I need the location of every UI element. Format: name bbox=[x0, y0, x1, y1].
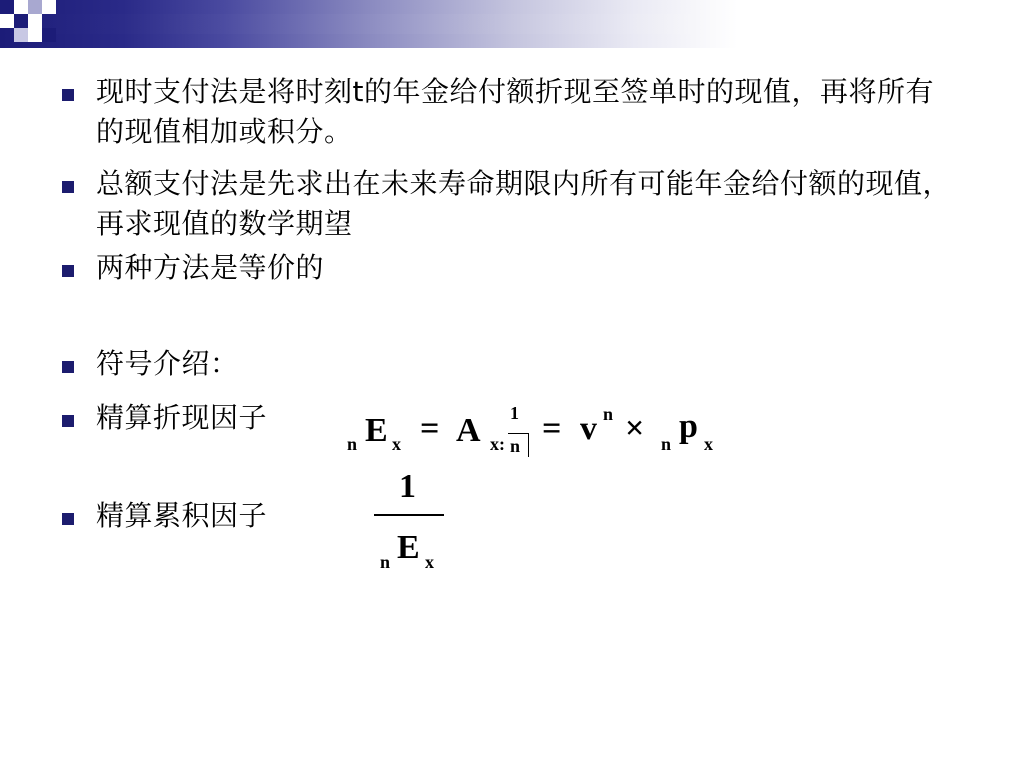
fraction-numerator: 1 bbox=[399, 468, 416, 505]
bullet-square-icon bbox=[62, 513, 74, 525]
bullet-text: 现时支付法是将时刻t的年金给付额折现至签单时的现值，再将所有的现值相加或积分。 bbox=[96, 75, 934, 148]
bullet-square-icon bbox=[62, 265, 74, 277]
bullet-square-icon bbox=[62, 181, 74, 193]
header-band-highlight bbox=[0, 14, 1024, 34]
corner-square bbox=[42, 28, 56, 42]
formula-equals-2: = bbox=[542, 410, 562, 447]
formula-subscript-x: x bbox=[392, 434, 401, 454]
bullet-text: 符号介绍： bbox=[96, 347, 239, 380]
angle-top-bar bbox=[508, 433, 529, 434]
formula-exponent-n: n bbox=[603, 404, 614, 424]
fraction-bar bbox=[374, 514, 444, 516]
bullet-text: 精算累积因子 bbox=[96, 499, 268, 532]
corner-square bbox=[28, 14, 42, 28]
formula-angle-n: n bbox=[510, 436, 521, 456]
corner-square bbox=[14, 0, 28, 14]
corner-square bbox=[28, 0, 42, 14]
formula-symbol-A: A bbox=[456, 412, 481, 449]
formula-subscript-x-2: x bbox=[704, 434, 713, 454]
fraction-subscript-x: x bbox=[425, 552, 434, 572]
bullet-text: 两种方法是等价的 bbox=[96, 251, 325, 284]
corner-square bbox=[14, 28, 28, 42]
fraction-subscript-n: n bbox=[380, 552, 391, 572]
formula-subscript-x-colon: x: bbox=[490, 434, 505, 454]
formula-equals: = bbox=[420, 410, 440, 447]
bullet-text: 精算折现因子 bbox=[96, 401, 268, 434]
corner-square bbox=[0, 0, 14, 14]
formula-times: × bbox=[625, 410, 645, 447]
formula-symbol-v: v bbox=[580, 410, 597, 447]
fraction-symbol-E: E bbox=[397, 529, 420, 566]
corner-square bbox=[0, 14, 14, 28]
corner-square bbox=[28, 28, 42, 42]
corner-decoration bbox=[0, 0, 80, 50]
angle-right-bar bbox=[528, 433, 529, 457]
formula-superscript-1: 1 bbox=[510, 403, 519, 423]
formula-symbol-E: E bbox=[365, 412, 388, 449]
formula-symbol-p: p bbox=[679, 408, 698, 445]
bullet-square-icon bbox=[62, 89, 74, 101]
corner-square bbox=[42, 0, 56, 14]
bullet-text: 总额支付法是先求出在未来寿命期限内所有可能年金给付额的现值，再求现值的数学期望 bbox=[96, 167, 952, 240]
formula-subscript-n-2: n bbox=[661, 434, 672, 454]
corner-square bbox=[14, 14, 28, 28]
bullet-square-icon bbox=[62, 361, 74, 373]
formula-subscript-n: n bbox=[347, 434, 358, 454]
bullet-square-icon bbox=[62, 415, 74, 427]
